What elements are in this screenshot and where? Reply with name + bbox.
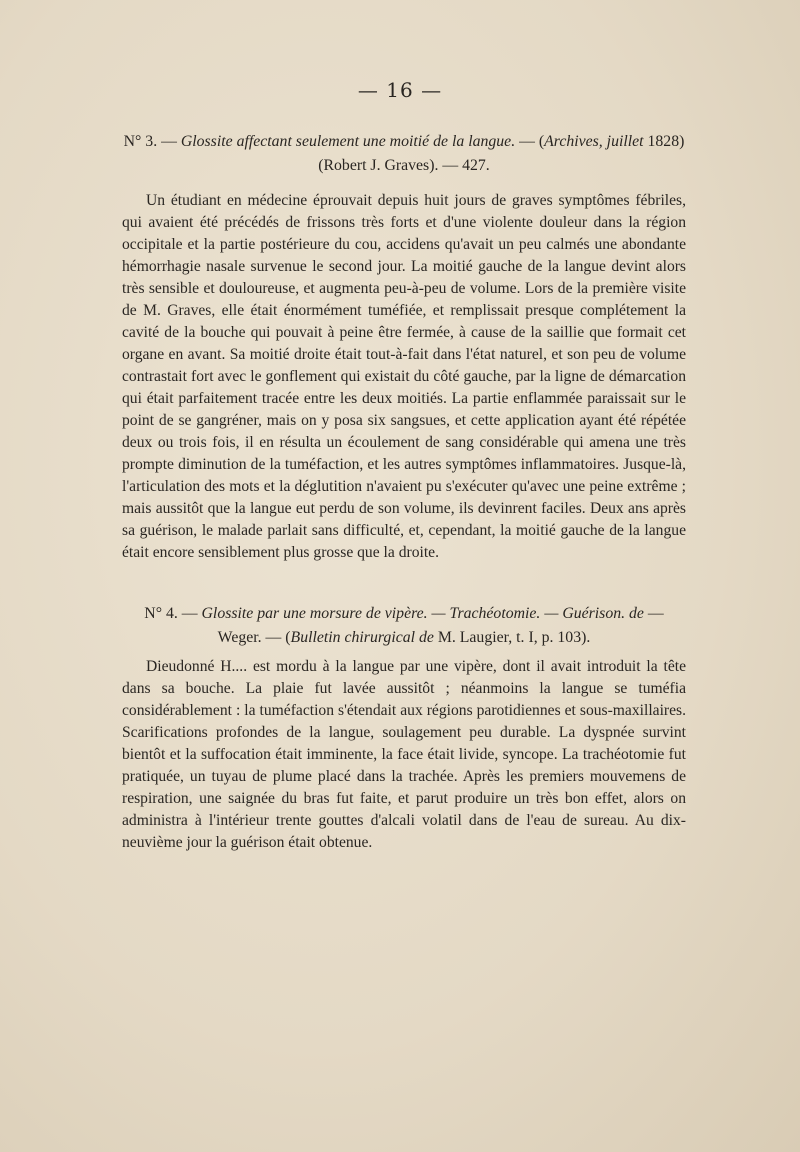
case-4-title: Glossite par une morsure de vipère. — Trachéotomie. — Guérison. de: [201, 605, 644, 622]
page-number: — 16 —: [357, 78, 443, 102]
case-3-reference: 1828) (Robert J. Graves). — 427.: [318, 133, 685, 174]
case-4-number: N° 4. —: [144, 605, 202, 622]
case-4-heading: [122, 602, 686, 650]
case-3-title: Glossite affectant seulement une moitié de la langue.: [180, 133, 516, 150]
case-4-separator: — Weger. — (: [217, 605, 664, 646]
case-4-body: Dieudonné H.... est mordu à la langue par une vipère, dont il avait introduit la tête dans sa bouche. La plaie fut lavée aussitôt ; néanmoins la langue se tuméfia considérablement : la tuméfaction s'étendait aux régions parotidiennes et sous-maxillaires. Scarifications profondes de la langue, soulagement peu durable. La dyspnée survint bientôt et la suffocation était imminente, la face était livide, syncope. La trachéotomie fut pratiquée, un tuyau de plume placé dans la trachée. Après les premiers mouvemens de respiration, une saignée du bras fut faite, et parut produire un très bon effet, alors on administra à l'intérieur trente gouttes d'alcali volatil dans de l'eau de sureau. Au dix-neuvième jour la guérison était obtenue.: [122, 658, 686, 851]
case-3-separator: — (: [515, 133, 545, 150]
case-3-heading: [122, 130, 686, 178]
case-4-source: Bulletin chirurgical de: [290, 629, 434, 646]
case-3-source: Archives, juillet: [544, 133, 644, 150]
case-3-number: N° 3. —: [123, 133, 181, 150]
case-4-reference: M. Laugier, t. I, p. 103).: [433, 629, 591, 646]
case-3-body: Un étudiant en médecine éprouvait depuis huit jours de graves symptômes fébriles, qui avaient été précédés de frissons très forts et d'une violente douleur dans la région occipitale et la partie postérieure du cou, accidens qu'avait un peu calmés une abondante hémorrhagie nasale survenue le second jour. La moitié gauche de la langue devint alors très sensible et douloureuse, et augmenta peu-à-peu de volume. Lors de la première visite de M. Graves, elle était énormément tuméfiée, et remplissait presque complétement la cavité de la bouche qui pouvait à peine être fermée, à cause de la saillie que formait cet organe en avant. Sa moitié droite était tout-à-fait dans l'état naturel, et son peu de volume contrastait fort avec le gonflement qui existait du côté gauche, par la ligne de démarcation qui était parfaitement tracée entre les deux moitiés. La partie enflammée paraissait sur le point de se gangréner, mais on y posa six sangsues, et cette application ayant été répétée deux ou trois fois, il en résulta un écoulement de sang considérable qui amena une très prompte diminution de la tuméfaction, et les autres symptômes inflammatoires. Jusque-là, l'articulation des mots et la déglutition n'avaient pu s'exécuter qu'avec une peine extrême ; mais aussitôt que la langue eut perdu de son volume, ils devinrent faciles. Deux ans après sa guérison, le malade parlait sans difficulté, et, cependant, la moitié gauche de la langue était encore sensiblement plus grosse que la droite.: [122, 192, 686, 561]
